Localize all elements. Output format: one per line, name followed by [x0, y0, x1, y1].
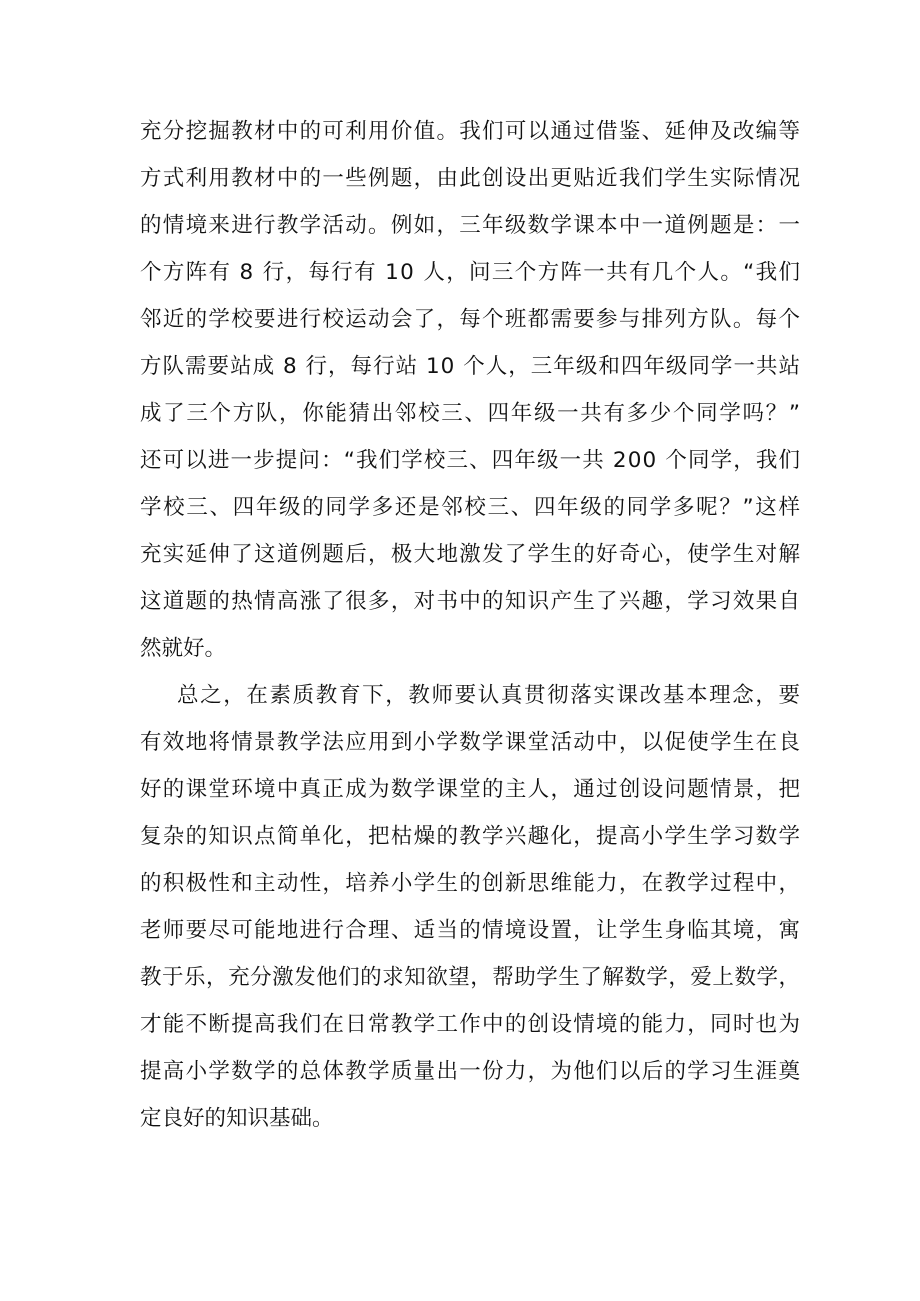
text-line: 复杂的知识点简单化，把枯燥的教学兴趣化，提高小学生学习数学: [140, 824, 802, 849]
text-line: 总之，在素质教育下，教师要认真贯彻落实课改基本理念，要: [177, 683, 802, 708]
text-line: 的积极性和主动性，培养小学生的创新思维能力，在教学过程中，: [140, 871, 802, 896]
text-line: 个方阵有 8 行，每行有 10 人，问三个方阵一共有几个人。“我们: [140, 260, 802, 285]
body-text: [140, 108, 800, 1142]
paragraph-2: [140, 672, 800, 1142]
text-line: 定良好的知识基础。: [140, 1106, 334, 1131]
text-line: 然就好。: [140, 636, 227, 661]
text-line: 方队需要站成 8 行，每行站 10 个人，三年级和四年级同学一共站: [140, 354, 802, 379]
text-line: 好的课堂环境中真正成为数学课堂的主人，通过创设问题情景，把: [140, 777, 802, 802]
text-line: 这道题的热情高涨了很多，对书中的知识产生了兴趣，学习效果自: [140, 589, 802, 614]
paragraph-1: [140, 108, 800, 672]
text-line: 教于乐，充分激发他们的求知欲望，帮助学生了解数学，爱上数学，: [140, 965, 801, 990]
text-line: 邻近的学校要进行校运动会了，每个班都需要参与排列方队。每个: [140, 307, 802, 332]
text-line: 成了三个方队，你能猜出邻校三、四年级一共有多少个同学吗？”: [140, 401, 802, 426]
text-line: 方式利用教材中的一些例题，由此创设出更贴近我们学生实际情况: [140, 166, 802, 191]
text-line: 提高小学数学的总体教学质量出一份力，为他们以后的学习生涯奠: [140, 1059, 802, 1084]
text-line: 有效地将情景教学法应用到小学数学课堂活动中，以促使学生在良: [140, 730, 802, 755]
text-line: 还可以进一步提问：“我们学校三、四年级一共 200 个同学，我们: [140, 448, 802, 473]
text-line: 充实延伸了这道例题后，极大地激发了学生的好奇心，使学生对解: [140, 542, 802, 567]
text-line: 充分挖掘教材中的可利用价值。我们可以通过借鉴、延伸及改编等: [140, 119, 802, 144]
text-line: 学校三、四年级的同学多还是邻校三、四年级的同学多呢？”这样: [140, 495, 802, 520]
text-line: 老师要尽可能地进行合理、适当的情境设置，让学生身临其境，寓: [140, 918, 802, 943]
text-line: 的情境来进行教学活动。例如，三年级数学课本中一道例题是：一: [140, 213, 802, 238]
text-line: 才能不断提高我们在日常教学工作中的创设情境的能力，同时也为: [140, 1012, 802, 1037]
